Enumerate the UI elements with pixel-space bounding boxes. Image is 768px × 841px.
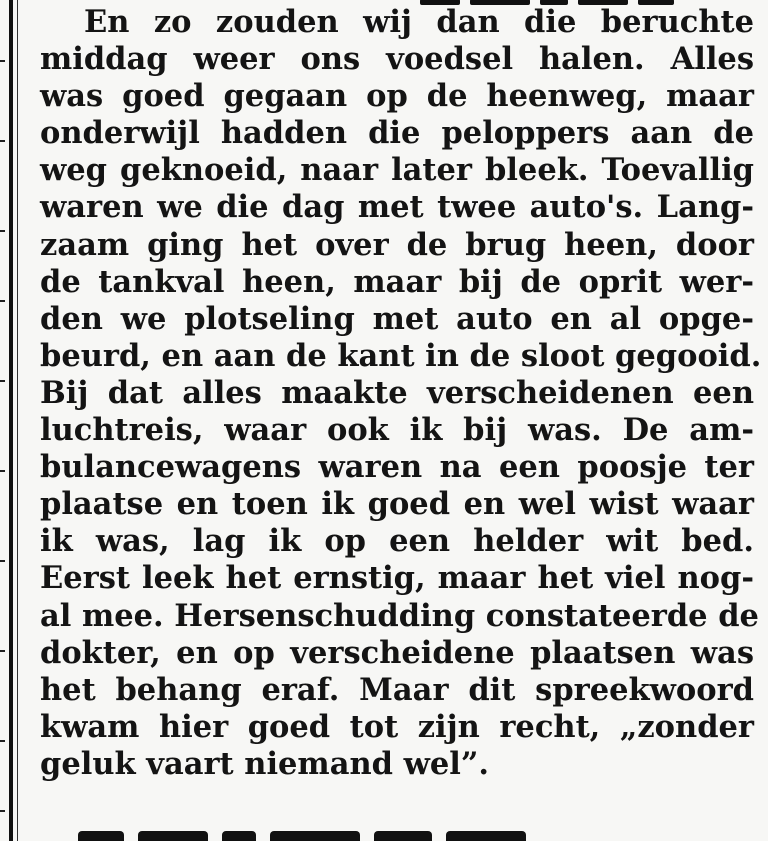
text-line: luchtreis, waar ook ik bij was. De am-	[40, 412, 754, 449]
text-line: En zo zouden wij dan die beruchte	[84, 4, 754, 40]
text-line: de tankval heen, maar bij de oprit wer-	[40, 263, 754, 300]
text-line: al mee. Hersenschudding constateerde de	[40, 597, 759, 634]
text-line: bulancewagens waren na een poosje ter	[40, 449, 754, 486]
column-rule	[9, 0, 13, 841]
column-rule-thin	[17, 0, 18, 841]
text-line: was goed gegaan op de heenweg, maar	[40, 78, 754, 115]
text-line: den we plotseling met auto en al opge-	[40, 300, 754, 337]
text-line: beurd, en aan de kant in de sloot gegooid.	[40, 337, 762, 374]
clipped-next-line	[78, 828, 758, 841]
text-line: het behang eraf. Maar dit spreekwoord	[40, 671, 754, 708]
text-line: Eerst leek het ernstig, maar het viel nog-	[40, 560, 754, 597]
text-line: onderwijl hadden die peloppers aan de	[40, 115, 754, 152]
text-line: dokter, en op verscheidene plaatsen was	[40, 634, 754, 671]
text-line: middag weer ons voedsel halen. Alles	[40, 41, 754, 78]
left-edge-marks	[0, 0, 6, 841]
text-line: Bij dat alles maakte verscheidenen een	[40, 374, 754, 411]
text-line: weg geknoeid, naar later bleek. Toevallig	[40, 152, 754, 189]
text-line: kwam hier goed tot zijn recht, „zonder	[40, 708, 754, 745]
text-line: waren we die dag met twee auto's. Lang-	[40, 189, 754, 226]
article-text	[40, 4, 762, 783]
text-line: ik was, lag ik op een helder wit bed.	[40, 523, 754, 560]
text-line: plaatse en toen ik goed en wel wist waar	[40, 486, 754, 523]
text-line: zaam ging het over de brug heen, door	[40, 226, 754, 263]
text-line: geluk vaart niemand wel”.	[40, 745, 489, 782]
